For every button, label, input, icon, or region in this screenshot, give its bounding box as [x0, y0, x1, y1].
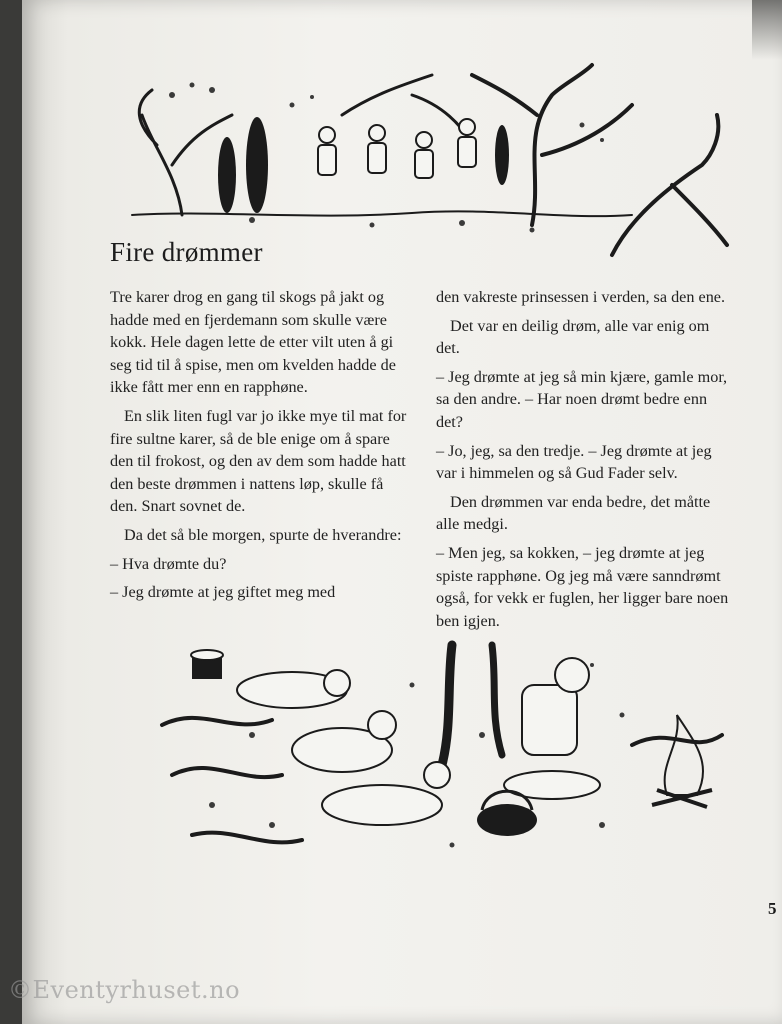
paragraph: Det var en deilig drøm, alle var enig om det. — [436, 316, 710, 358]
watermark: ©Eventyrhuset.no — [8, 976, 241, 1004]
paragraph: Tre karer drog en gang til skogs på jakt og hadde med en fjerdemann som skulle være kokk. Hele dagen lette de etter vilt uten å gi seg tid til å spise, men om kvelden hadde de ikke fått mer enn en rapphøne. — [110, 288, 396, 397]
sleepers-illustration — [152, 625, 732, 865]
page-number: 5 — [768, 899, 777, 918]
paragraph: Den drømmen var enda bedre, det måtte alle medgi. — [436, 492, 711, 534]
paragraph: Da det så ble morgen, spurte de hverandre: — [124, 525, 402, 544]
text-column-right — [436, 286, 736, 638]
paragraph: – Hva drømte du? — [110, 554, 227, 573]
paragraph: En slik liten fugl var jo ikke mye til mat for fire sultne karer, så de ble enige om å spare den til frokost, og den av dem som hadde hatt den beste drømmen i nattens løp, skulle få den. Snart sovnet de. — [110, 406, 407, 516]
page-shadow — [752, 0, 782, 60]
story-title: Fire drømmer — [110, 237, 263, 267]
text-column-left — [110, 286, 410, 610]
paragraph: – Men jeg, sa kokken, – jeg drømte at jeg spiste rapphøne. Og jeg må være sanndrømt også, for vekk er fuglen, her ligger bare noen ben igjen. — [436, 543, 729, 630]
book-page — [22, 0, 782, 1024]
paragraph: – Jeg drømte at jeg så min kjære, gamle mor, sa den andre. – Har noen drømt bedre enn det? — [436, 367, 728, 431]
paragraph: den vakreste prinsessen i verden, sa den ene. — [436, 288, 726, 306]
paragraph: – Jo, jeg, sa den tredje. – Jeg drømte at jeg var i himmelen og så Gud Fader selv. — [436, 441, 712, 483]
paragraph: – Jeg drømte at jeg giftet meg med — [110, 583, 336, 602]
